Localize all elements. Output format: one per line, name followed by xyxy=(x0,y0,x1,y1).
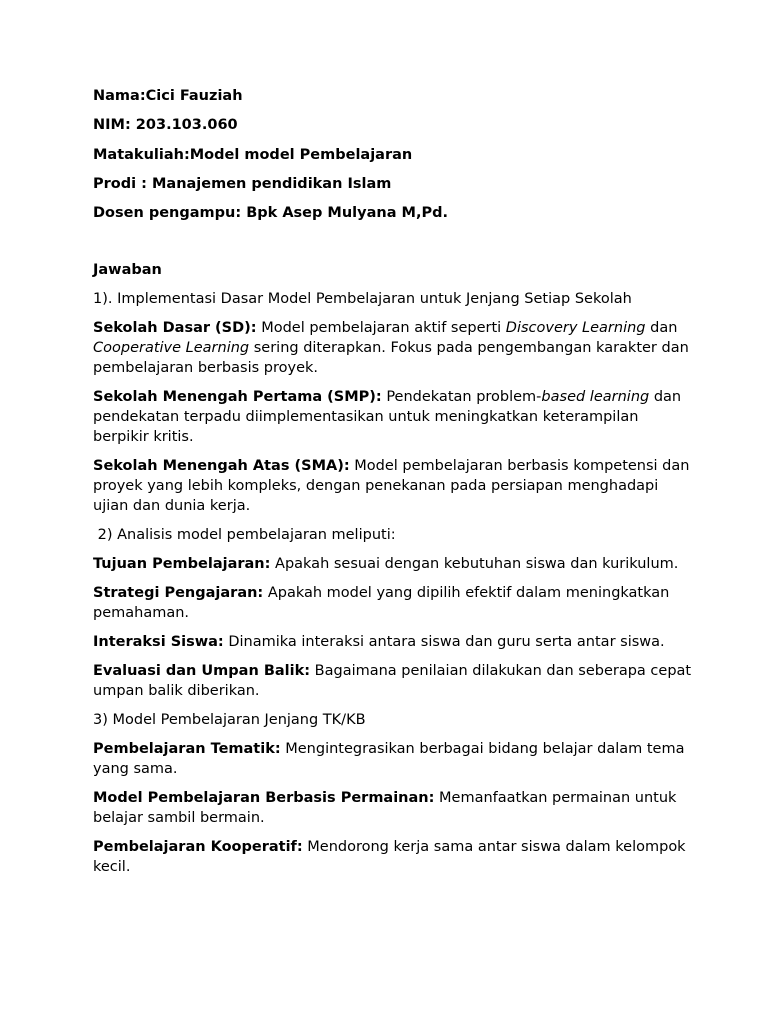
section-1-heading: 1). Implementasi Dasar Model Pembelajaran untuk Jenjang Setiap Sekolah xyxy=(93,291,632,308)
list-item: Strategi Pengajaran: Apakah model yang dipilih efektif dalam meningkatkan pemahaman. xyxy=(93,585,670,622)
student-nim: NIM: 203.103.060 xyxy=(93,117,238,134)
label-sma: Sekolah Menengah Atas (SMA): xyxy=(93,458,350,475)
paragraph-sd: Sekolah Dasar (SD): Model pembelajaran aktif seperti Discovery Learning dan Cooperative Learning sering diterapkan. Fokus pada pengembangan karakter dan pembelajaran berbasis proyek. xyxy=(93,320,689,377)
list-item: Interaksi Siswa: Dinamika interaksi antara siswa dan guru serta antar siswa. xyxy=(93,634,665,651)
label-sd: Sekolah Dasar (SD): xyxy=(93,320,257,337)
list-item: Pembelajaran Tematik: Mengintegrasikan berbagai bidang belajar dalam tema yang sama. xyxy=(93,741,685,778)
answers-title: Jawaban xyxy=(93,262,162,279)
lecturer: Dosen pengampu: Bpk Asep Mulyana M,Pd. xyxy=(93,205,448,222)
section-2-heading: 2) Analisis model pembelajaran meliputi: xyxy=(93,527,396,544)
list-item: Tujuan Pembelajaran: Apakah sesuai dengan kebutuhan siswa dan kurikulum. xyxy=(93,556,679,573)
paragraph-smp: Sekolah Menengah Pertama (SMP): Pendekatan problem-based learning dan pendekatan terpadu diimplementasikan untuk meningkatkan keterampilan berpikir kritis. xyxy=(93,389,682,446)
student-name: Nama:Cici Fauziah xyxy=(93,88,243,104)
list-item: Pembelajaran Kooperatif: Mendorong kerja sama antar siswa dalam kelompok kecil. xyxy=(93,839,686,876)
list-item: Model Pembelajaran Berbasis Permainan: Memanfaatkan permainan untuk belajar sambil bermain. xyxy=(93,790,677,827)
label-smp: Sekolah Menengah Pertama (SMP): xyxy=(93,389,382,406)
list-item: Evaluasi dan Umpan Balik: Bagaimana penilaian dilakukan dan seberapa cepat umpan balik diberikan. xyxy=(93,663,692,700)
document-page xyxy=(93,86,693,886)
paragraph-sma: Sekolah Menengah Atas (SMA): Model pembelajaran berbasis kompetensi dan proyek yang lebih kompleks, dengan penekanan pada persiapan menghadapi ujian dan dunia kerja. xyxy=(93,458,690,515)
course-name: Matakuliah:Model model Pembelajaran xyxy=(93,146,413,163)
section-3-heading: 3) Model Pembelajaran Jenjang TK/KB xyxy=(93,712,366,729)
study-program: Prodi : Manajemen pendidikan Islam xyxy=(93,175,392,192)
